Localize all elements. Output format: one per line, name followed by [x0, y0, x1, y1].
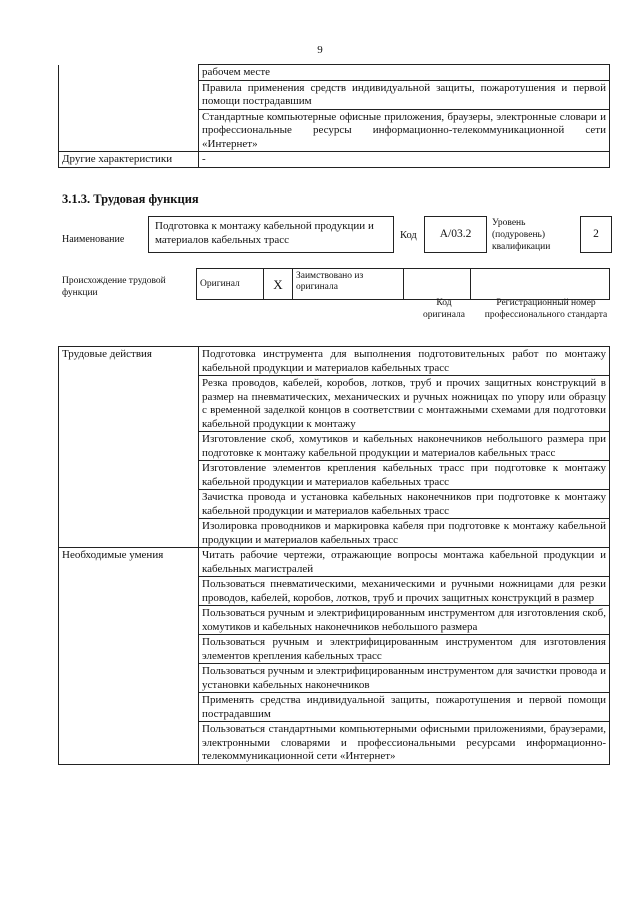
knowledge-item: Стандартные компьютерные офисные приложения, браузеры, электронные словари и профессиональные ресурсы информационно-телекоммуникационной сети «Интернет»: [199, 109, 610, 152]
origin-table: [196, 268, 610, 300]
knowledge-item: Правила применения средств индивидуальной защиты, пожаротушения и первой помощи пострадавшим: [199, 80, 610, 109]
action-item: Зачистка провода и установка кабельных наконечников при подготовке к монтажу кабельной продукции и материалов кабельных трасс: [199, 490, 610, 519]
table-row: [59, 80, 610, 109]
table-row: [59, 65, 610, 81]
code-box: [424, 216, 487, 253]
reg-number-caption: Регистрационный номер профессионального стандарта: [484, 298, 608, 320]
table-row: [59, 376, 610, 432]
action-item: Резка проводов, кабелей, коробов, лотков, труб и прочих защитных конструкций в размер на пневматических, механических и ручных ножницах по упору или образцу с временной заделкой концов в соответствии с монтажными схемами для подготовки кабельной продукции к монтажу: [199, 376, 610, 432]
name-value: Подготовка к монтажу кабельной продукции и материалов кабельных трасс: [155, 220, 374, 246]
table-row: [59, 635, 610, 664]
section-title: 3.1.3. Трудовая функция: [62, 192, 199, 206]
table-row: [59, 577, 610, 606]
table-row: [59, 432, 610, 461]
labor-function-table: [58, 346, 610, 765]
table-row: [59, 347, 610, 376]
original-mark: X: [264, 269, 293, 300]
table-row: [59, 461, 610, 490]
table-row: [59, 722, 610, 765]
skill-item: Применять средства индивидуальной защиты, пожаротушения и первой помощи пострадавшим: [199, 693, 610, 722]
page-number: 9: [317, 44, 323, 56]
table-row: [59, 606, 610, 635]
skill-item: Пользоваться ручным и электрифицированным инструментом для изготовления скоб, хомутиков и кабельных наконечников небольшого размера: [199, 606, 610, 635]
code-value: A/03.2: [439, 228, 472, 240]
knowledge-item: рабочем месте: [199, 65, 610, 81]
action-item: Изготовление скоб, хомутиков и кабельных наконечников небольшого размера при подготовке к монтажу кабельной продукции и материалов кабельных трасс: [199, 432, 610, 461]
skill-item: Пользоваться пневматическими, механическими и ручными ножницами для резки проводов, кабелей, коробов, лотков, труб и прочих защитных конструкций в размер: [199, 577, 610, 606]
code-original-caption: Код оригинала: [423, 298, 465, 320]
original-label: Оригинал: [197, 269, 264, 300]
skill-item: Читать рабочие чертежи, отражающие вопросы монтажа кабельной продукции и кабельных магистралей: [199, 548, 610, 577]
skill-item: Пользоваться ручным и электрифицированным инструментом для изготовления элементов крепления кабельных трасс: [199, 635, 610, 664]
skill-item: Пользоваться стандартными компьютерными офисными приложениями, браузерами, электронными словарями и профессиональными ресурсами информационно-телекоммуникационной сети «Интернет»: [199, 722, 610, 765]
level-box: [580, 216, 612, 253]
group-label-skills: Необходимые умения: [59, 548, 199, 577]
table-row: [59, 490, 610, 519]
borrowed-label: Заимствовано из оригинала: [293, 269, 404, 300]
code-label: Код: [400, 230, 417, 241]
table-row: [59, 109, 610, 152]
table-row: [59, 693, 610, 722]
action-item: Изолировка проводников и маркировка кабеля при подготовке к монтажу кабельной продукции и материалов кабельных трасс: [199, 519, 610, 548]
skill-item: Пользоваться ручным и электрифицированным инструментом для зачистки провода и установки кабельных наконечников: [199, 664, 610, 693]
other-characteristics-value: -: [199, 152, 610, 168]
action-item: Изготовление элементов крепления кабельных трасс при подготовке к монтажу кабельной продукции и материалов кабельных трасс: [199, 461, 610, 490]
group-label-actions: Трудовые действия: [59, 347, 199, 376]
name-box: [148, 216, 394, 253]
table-row: [59, 548, 610, 577]
name-label: Наименование: [62, 234, 125, 245]
origin-label: Происхождение трудовой функции: [62, 276, 166, 298]
level-value: 2: [593, 228, 599, 240]
table-row: [59, 152, 610, 168]
level-label: Уровень (подуровень) квалификации: [492, 218, 551, 252]
action-item: Подготовка инструмента для выполнения подготовительных работ по монтажу кабельной продукции и материалов кабельных трасс: [199, 347, 610, 376]
table-row: [59, 664, 610, 693]
other-characteristics-label: Другие характеристики: [59, 152, 199, 168]
knowledge-continuation-table: [58, 64, 610, 168]
table-row: [59, 519, 610, 548]
